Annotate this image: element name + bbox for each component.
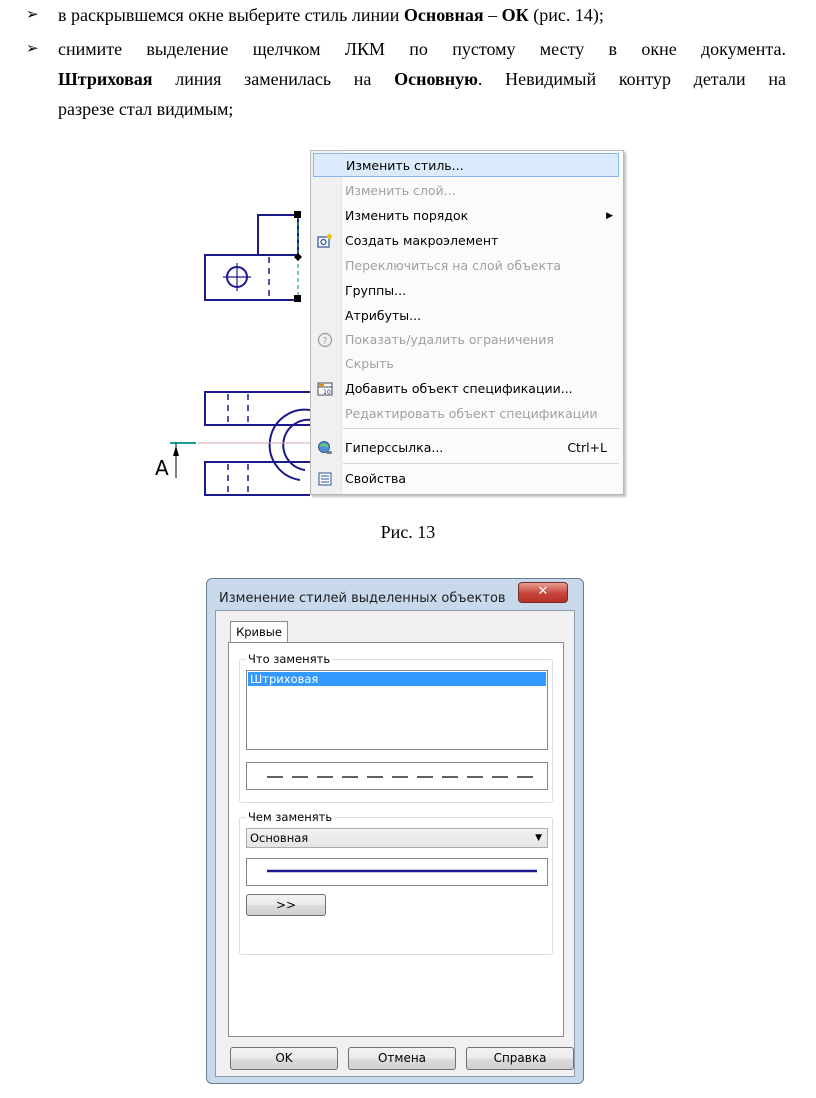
item1-text-3: (рис. 14);	[528, 5, 604, 25]
menu-separator	[343, 428, 619, 429]
item1-text-1: в раскрывшемся окне выберите стиль линии	[58, 5, 404, 25]
item1-bold-1: Основная	[403, 5, 484, 25]
group-replace-with-label: Чем заменять	[248, 810, 333, 824]
ok-button[interactable]: OK	[230, 1047, 338, 1070]
menu-item-label: Гиперссылка...	[345, 440, 444, 455]
menu-item-constraints[interactable]	[311, 328, 621, 352]
svg-text:?: ?	[322, 336, 328, 347]
line-style-combobox[interactable]	[246, 828, 548, 848]
menu-item-create-macro[interactable]	[311, 229, 621, 253]
dashed-line-preview	[246, 762, 548, 790]
submenu-arrow-icon: ▶	[606, 211, 613, 221]
menu-item-attributes[interactable]	[311, 304, 621, 328]
styles-listbox[interactable]	[246, 670, 548, 750]
menu-item-change-style[interactable]	[313, 153, 619, 177]
hyperlink-icon	[317, 440, 333, 456]
menu-item-switch-layer[interactable]	[311, 254, 621, 278]
menu-item-label: Редактировать объект спецификации	[345, 406, 598, 421]
menu-item-label: Создать макроэлемент	[345, 233, 499, 248]
item2-text-3: . Невидимый контур детали на	[477, 69, 786, 89]
item1-bold-2: ОК	[501, 5, 529, 25]
menu-item-label: Скрыть	[345, 356, 394, 371]
item2-bold-2: Основную	[394, 69, 478, 89]
dashed-line-sample	[247, 763, 547, 789]
section-label: A	[155, 456, 169, 480]
tab-pane	[228, 642, 564, 1037]
menu-item-label: Изменить слой...	[345, 183, 456, 198]
close-button[interactable]: ✕	[518, 582, 568, 603]
menu-item-groups[interactable]	[311, 279, 621, 303]
tab-curves[interactable]: Кривые	[230, 621, 288, 643]
menu-item-label: Атрибуты...	[345, 308, 422, 323]
context-menu	[310, 150, 624, 495]
group-what-replace	[239, 652, 553, 803]
menu-item-add-spec[interactable]	[311, 377, 621, 401]
menu-item-edit-spec[interactable]	[311, 402, 621, 426]
item2-line-1: снимите выделение щелчком ЛКМ по пустому месту в окне документа.	[58, 39, 786, 59]
menu-item-hyperlink[interactable]	[311, 436, 621, 460]
figure-caption: Рис. 13	[380, 522, 436, 542]
menu-item-label: Переключиться на слой объекта	[345, 258, 562, 273]
help-button[interactable]: Справка	[466, 1047, 574, 1070]
item2-text-2: линия заменилась на	[152, 69, 395, 89]
bullet-arrow-icon: ➢	[26, 7, 39, 23]
macro-icon	[317, 233, 333, 249]
menu-item-change-order[interactable]	[311, 204, 621, 228]
bullet-arrow-icon: ➢	[26, 41, 39, 57]
properties-icon	[317, 471, 333, 487]
combobox-value: Основная	[250, 831, 309, 845]
dialog-title: Изменение стилей выделенных объектов	[219, 591, 506, 606]
question-icon	[317, 332, 333, 348]
change-style-dialog	[206, 578, 584, 1084]
item1-text-2: –	[483, 5, 502, 25]
item2-bold-1: Штриховая	[58, 69, 153, 89]
menu-item-label: Добавить объект спецификации...	[345, 381, 573, 396]
menu-item-shortcut: Ctrl+L	[567, 440, 607, 455]
item2-line-3: разрезе стал видимым;	[58, 99, 234, 119]
dropdown-arrow-icon[interactable]: ▼	[535, 833, 542, 843]
solid-line-preview	[246, 858, 548, 886]
menu-item-label: Изменить стиль...	[346, 158, 464, 173]
list-item-selected[interactable]: Штриховая	[248, 672, 546, 686]
more-button[interactable]: >>	[246, 894, 326, 916]
menu-item-label: Показать/удалить ограничения	[345, 332, 554, 347]
menu-item-properties[interactable]	[311, 467, 621, 491]
solid-line-sample	[247, 859, 547, 885]
menu-separator	[343, 463, 619, 464]
group-what-replace-label: Что заменять	[248, 652, 331, 666]
cancel-button[interactable]: Отмена	[348, 1047, 456, 1070]
menu-item-change-layer[interactable]	[311, 179, 621, 203]
menu-item-hide[interactable]	[311, 352, 621, 376]
menu-item-label: Группы...	[345, 283, 407, 298]
dialog-client-area	[215, 610, 575, 1077]
group-replace-with	[239, 810, 553, 955]
svg-text:10: 10	[323, 389, 331, 396]
spec-icon	[317, 381, 333, 397]
menu-item-label: Свойства	[345, 471, 407, 486]
menu-item-label: Изменить порядок	[345, 208, 469, 223]
